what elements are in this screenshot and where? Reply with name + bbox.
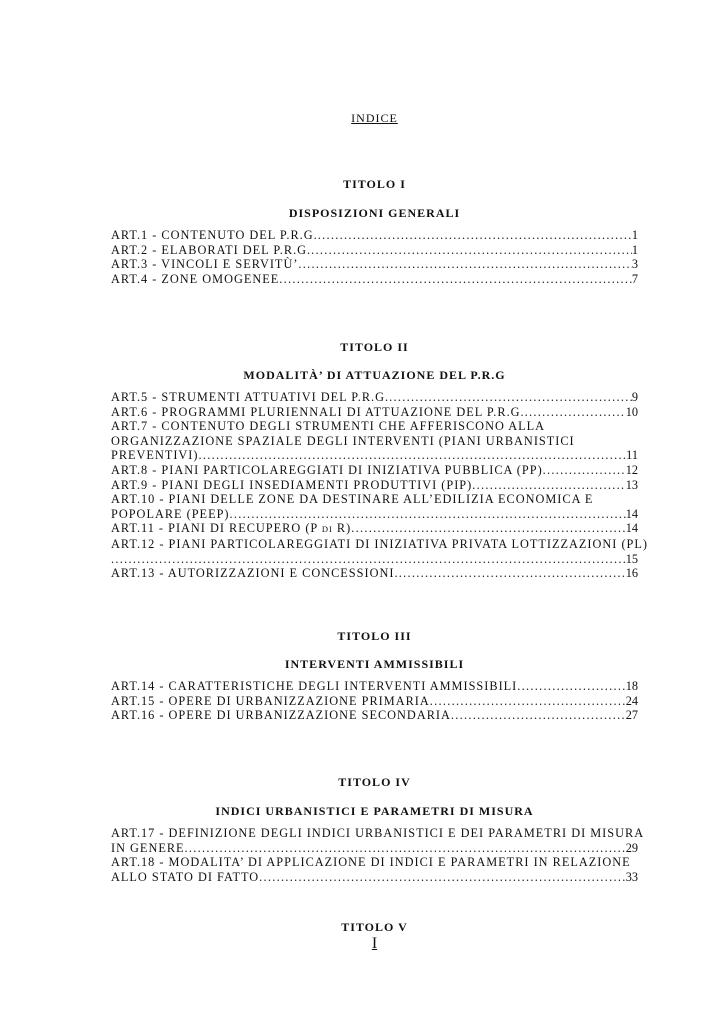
toc-entry-text-line2: ALLO STATO DI FATTO	[111, 869, 260, 884]
toc-entry-text-a: ART.11 - PIANI DI RECUPERO (P	[111, 521, 322, 536]
toc-entry-page: 3	[631, 257, 638, 272]
toc-entry-text: ART.2 - ELABORATI DEL P.R.G.	[111, 242, 312, 257]
toc-entry-art3[interactable]	[111, 257, 638, 272]
leader-dots	[394, 566, 625, 581]
titolo-2-toc	[111, 390, 648, 581]
leader-dots	[351, 521, 625, 536]
titolo-2-heading: MODALITÀ’ DI ATTUAZIONE DEL P.R.G	[243, 368, 506, 382]
toc-entry-art17[interactable]	[111, 826, 645, 855]
toc-entry-art6[interactable]	[111, 405, 638, 420]
titolo-4-heading: INDICI URBANISTICI E PARAMETRI DI MISURA	[215, 804, 534, 818]
toc-entry-page: 1	[631, 242, 638, 257]
toc-entry-text: ART.16 - OPERE DI URBANIZZAZIONE SECONDARIA	[111, 708, 451, 723]
leader-dots	[543, 463, 626, 478]
toc-entry-page: 33	[625, 869, 638, 884]
toc-entry-text: ART.9 - PIANI DEGLI INSEDIAMENTI PRODUTTIVI (PIP)	[111, 477, 473, 492]
toc-entry-art10[interactable]	[111, 492, 638, 521]
leader-dots	[525, 405, 626, 420]
toc-entry-art1[interactable]	[111, 228, 638, 243]
toc-entry-text-line1: ART.17 - DEFINIZIONE DEGLI INDICI URBANISTICI E DEI PARAMETRI DI MISURA	[111, 826, 645, 840]
leader-dots	[451, 708, 626, 723]
toc-entry-art11[interactable]	[111, 521, 638, 537]
toc-entry-page: 7	[631, 271, 638, 286]
toc-entry-text-line1: ART.12 - PIANI PARTICOLAREGGIATI DI INIZIATIVA PRIVATA LOTTIZZAZIONI (PL)	[111, 536, 648, 551]
toc-entry-text-small: DI	[321, 524, 333, 535]
toc-entry-text-line1: ART.7 - CONTENUTO DEGLI STRUMENTI CHE AFFERISCONO ALLA	[111, 419, 546, 434]
titolo-4-toc	[111, 826, 645, 884]
toc-entry-art8[interactable]	[111, 463, 638, 478]
toc-entry-art2[interactable]	[111, 243, 638, 258]
toc-entry-text-b: R)	[332, 521, 352, 536]
titolo-2-label: TITOLO II	[340, 340, 409, 354]
leader-dots	[259, 870, 626, 885]
leader-dots	[298, 257, 631, 272]
leader-dots	[199, 448, 627, 463]
toc-entry-text: ART.14 - CARATTERISTICHE DEGLI INTERVENTI AMMISSIBILI	[111, 679, 518, 693]
toc-entry-page: 14	[625, 506, 638, 521]
leader-dots	[430, 694, 626, 709]
toc-entry-page: 10	[625, 404, 638, 419]
toc-entry-text-line1: ART.10 - PIANI DELLE ZONE DA DESTINARE ALL’EDILIZIA ECONOMICA E	[111, 492, 594, 507]
page-number: I	[371, 935, 378, 952]
titolo-4-label: TITOLO IV	[338, 775, 411, 789]
toc-entry-art9[interactable]	[111, 478, 638, 493]
toc-entry-text: ART.5 - STRUMENTI ATTUATIVI DEL P.R.G.	[111, 390, 390, 404]
toc-entry-page: 15	[625, 551, 638, 566]
toc-entry-text: ART.1 - CONTENUTO DEL P.R.G.	[111, 228, 318, 242]
toc-entry-art18[interactable]	[111, 855, 638, 884]
toc-entry-text-line2: ORGANIZZAZIONE SPAZIALE DEGLI INTERVENTI (PIANI URBANISTICI	[111, 433, 575, 448]
toc-entry-text-line3: PREVENTIVI)	[111, 448, 199, 463]
toc-entry-page: 29	[625, 840, 638, 855]
toc-entry-art12[interactable]	[111, 536, 648, 566]
leader-dots	[279, 272, 632, 287]
leader-dots	[111, 552, 626, 567]
toc-entry-art13[interactable]	[111, 566, 638, 581]
toc-entry-page: 18	[625, 679, 638, 693]
toc-entry-page: 11	[626, 448, 638, 463]
toc-entry-text: ART.13 - AUTORIZZAZIONI E CONCESSIONI	[111, 566, 395, 581]
toc-entry-text: ART.8 - PIANI PARTICOLAREGGIATI DI INIZIATIVA PUBBLICA (PP)	[111, 462, 543, 477]
toc-entry-text: ART.6 - PROGRAMMI PLURIENNALI DI ATTUAZIONE DEL P.R.G.	[111, 404, 525, 419]
toc-entry-art7[interactable]	[111, 419, 638, 463]
titolo-1-label: TITOLO I	[343, 177, 406, 191]
toc-entry-page: 9	[631, 390, 638, 404]
toc-entry-text: ART.4 - ZONE OMOGENEE	[111, 271, 280, 286]
index-title: INDICE	[351, 111, 398, 125]
titolo-3-label: TITOLO III	[337, 629, 412, 643]
toc-entry-art5[interactable]	[111, 390, 638, 405]
toc-entry-text-line2: IN GENERE	[111, 840, 185, 855]
titolo-5-label: TITOLO V	[341, 920, 408, 934]
toc-entry-page: 14	[625, 521, 638, 536]
toc-entry-art14[interactable]	[111, 679, 638, 694]
toc-entry-page: 13	[625, 477, 638, 492]
toc-entry-art4[interactable]	[111, 272, 638, 287]
toc-entry-art15[interactable]	[111, 694, 638, 709]
titolo-1-heading: DISPOSIZIONI GENERALI	[288, 206, 461, 220]
titolo-3-heading: INTERVENTI AMMISSIBILI	[284, 657, 465, 671]
leader-dots	[185, 841, 626, 856]
leader-dots	[230, 507, 626, 522]
leader-dots	[472, 478, 625, 493]
toc-entry-text: ART.15 - OPERE DI URBANIZZAZIONE PRIMARIA	[111, 693, 430, 708]
toc-entry-text	[111, 521, 351, 537]
leader-dots	[517, 679, 625, 694]
toc-entry-page: 27	[625, 708, 638, 723]
toc-entry-page: 1	[631, 228, 638, 242]
toc-entry-text-line2: POPOLARE (PEEP)	[111, 506, 230, 521]
leader-dots	[318, 228, 632, 243]
toc-entry-text: ART.3 - VINCOLI E SERVITÙ’	[111, 257, 299, 272]
toc-entry-page: 16	[625, 566, 638, 581]
titolo-3-toc	[111, 679, 638, 723]
leader-dots	[311, 243, 632, 258]
toc-entry-text-line1: ART.18 - MODALITA’ DI APPLICAZIONE DI INDICI E PARAMETRI IN RELAZIONE	[111, 855, 631, 870]
toc-entry-page: 24	[625, 693, 638, 708]
titolo-1-toc	[111, 228, 638, 286]
toc-entry-art16[interactable]	[111, 708, 638, 723]
leader-dots	[389, 390, 632, 405]
toc-entry-page: 12	[625, 462, 638, 477]
